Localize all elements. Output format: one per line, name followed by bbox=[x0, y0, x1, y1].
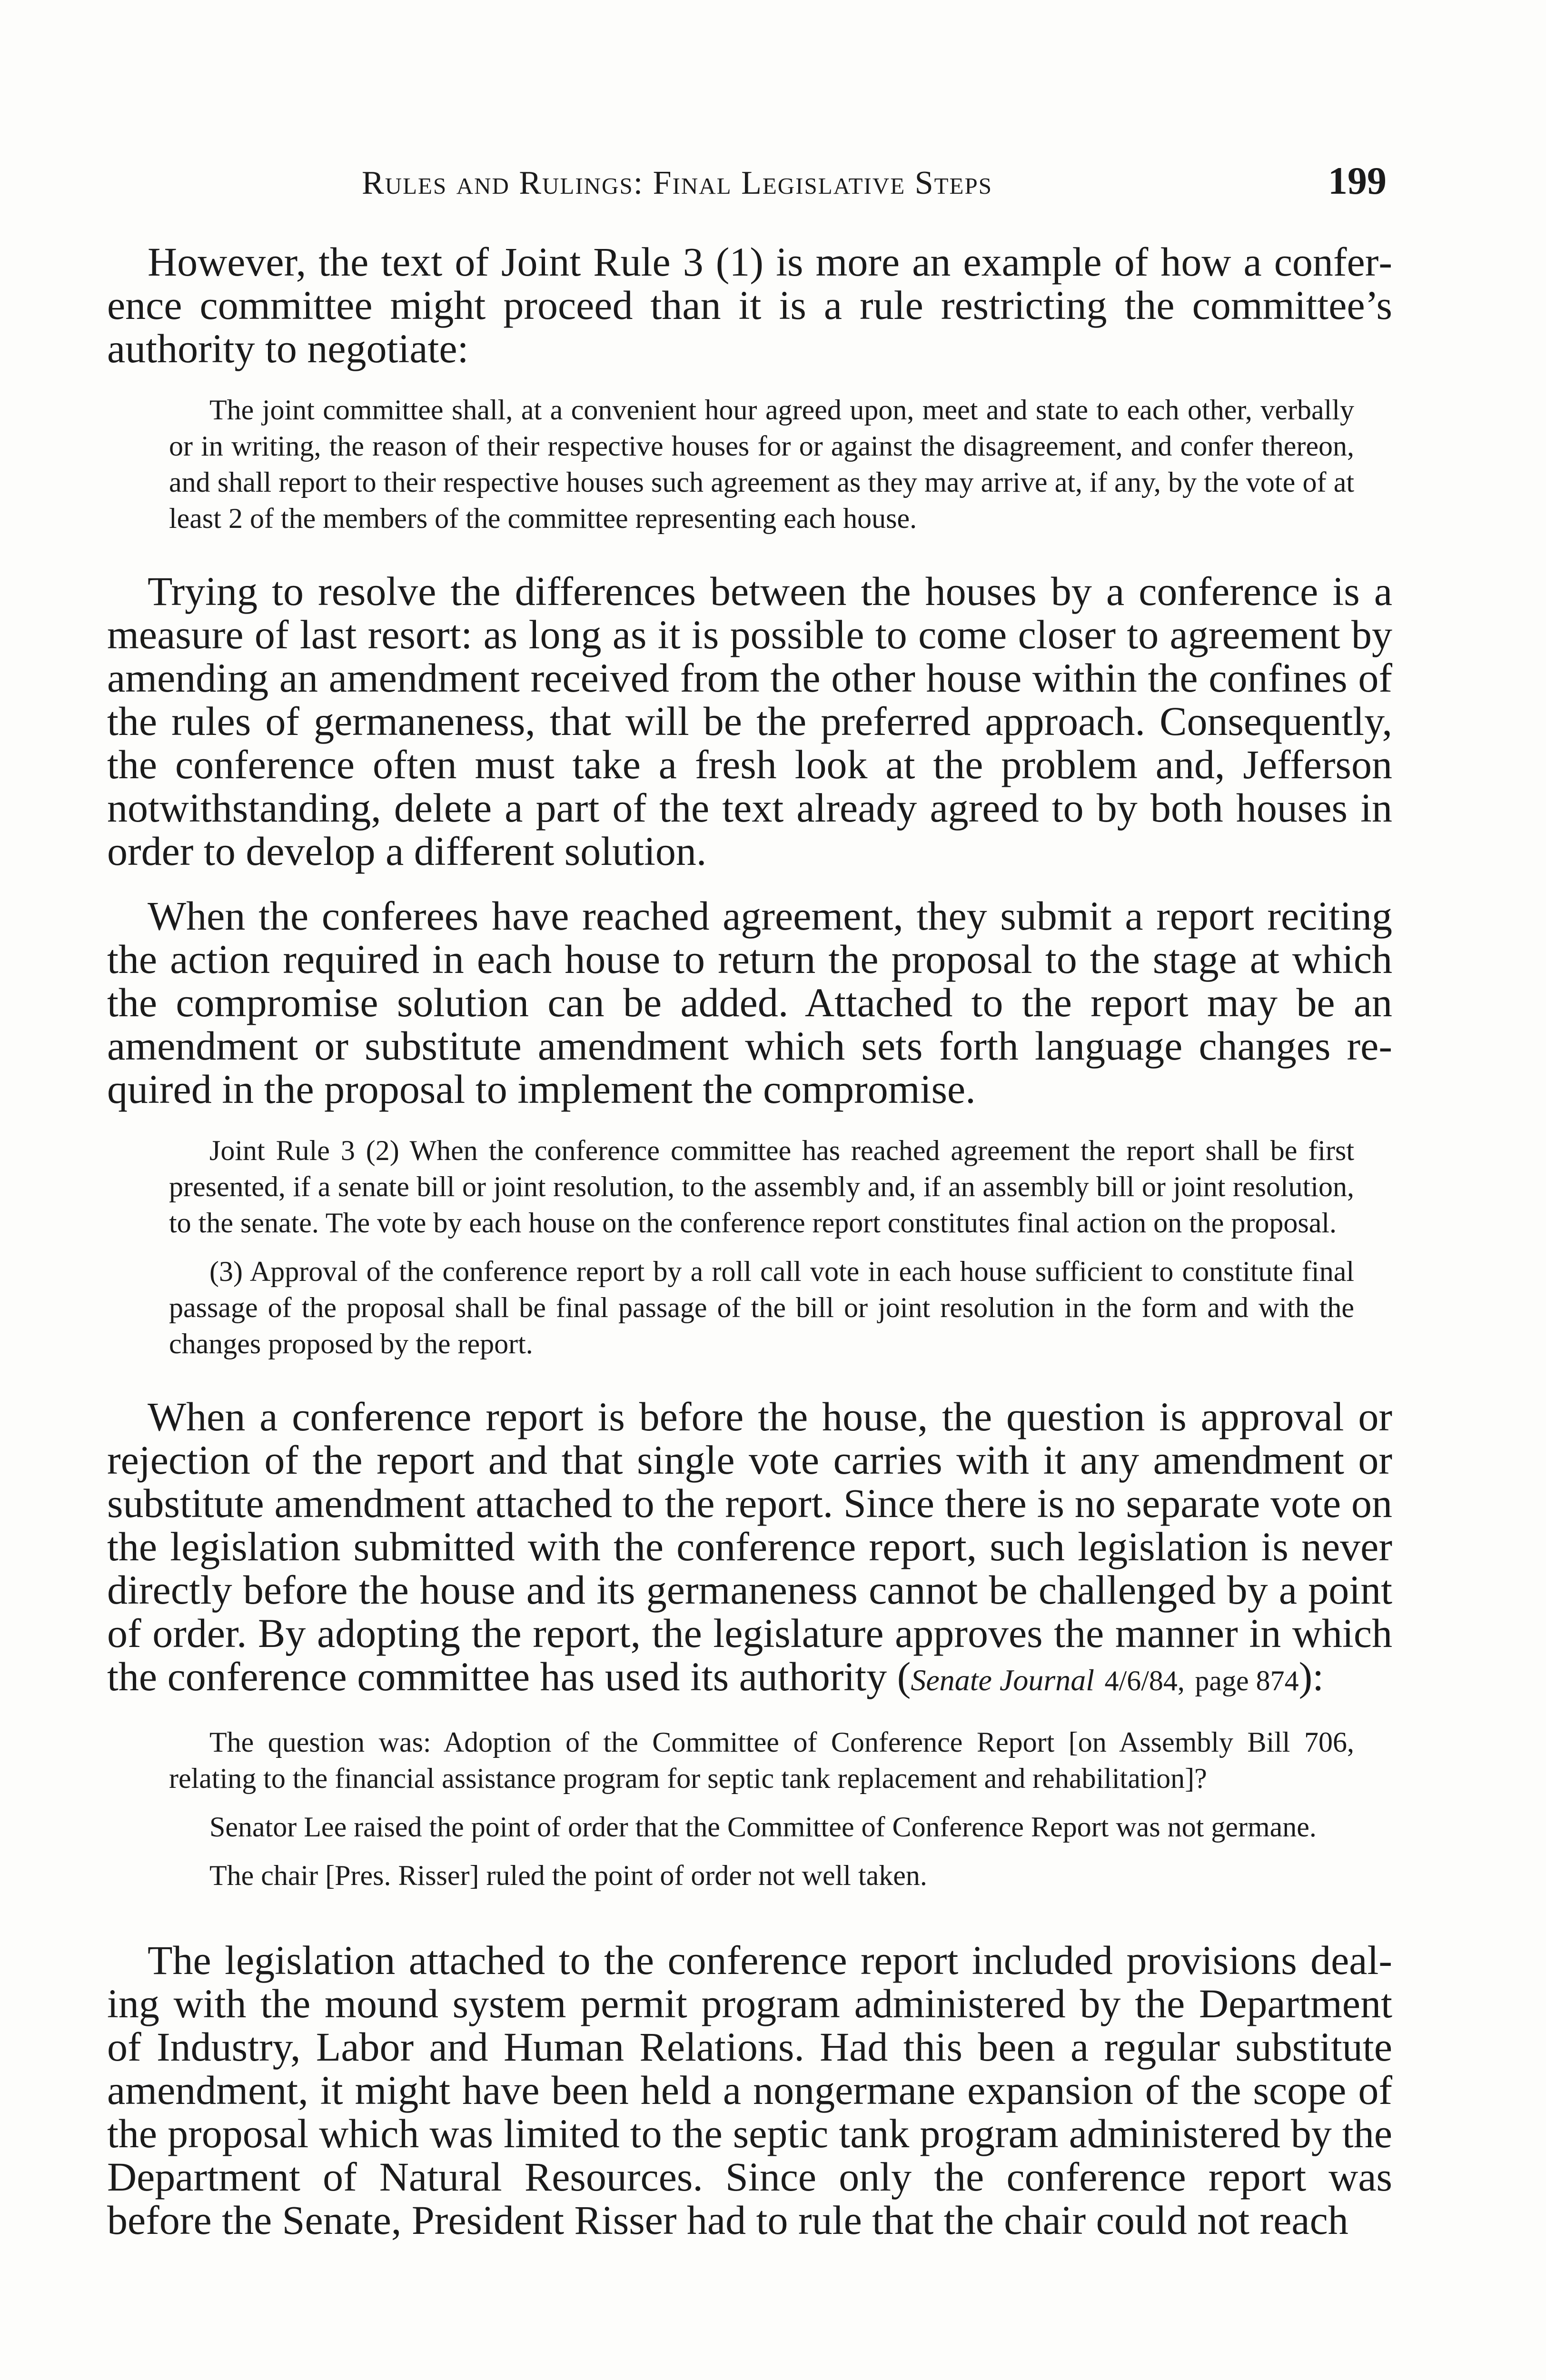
paragraph-last-resort: Trying to resolve the differences between the houses by a conference is a measure of last resort: as long as it is possible to come closer to agreement by amending an amendment received from the other house within the confines of the rules of germaneness, that will be the preferred approach. Consequently, the conference often must take a fresh look at the problem and, Jefferson notwithstanding, delete a part of the text already agreed to by both houses in order to develop a different solution. bbox=[107, 568, 1392, 874]
running-head bbox=[0, 159, 1546, 212]
citation-journal: Senate Journal bbox=[911, 1663, 1095, 1697]
quote-chair-ruling: The chair [Pres. Risser] ruled the point of order not well taken. bbox=[209, 1860, 927, 1891]
paragraph-text: When a conference report is before the house, the question is approval or rejection of the report and that single vote carries with it any amendment or substitute amendment attached to the report. Since there is no separate vote on the legislation submitted with the conference report, such legislation is never directly before the house and its germaneness cannot be challenged by a point of order. By adopting the report, the legislature approves the manner in which the conference committee has used its authority ( bbox=[107, 1394, 1392, 1699]
paragraph-joint-rule-intro: However, the text of Joint Rule 3 (1) is more an example of how a conference committee might proceed than it is a rule restricting the committee’s authority to negotiate: bbox=[107, 239, 1392, 371]
paragraph-mound-system: The legislation attached to the conference report included provisions dealing with the mound system permit program administered by the Department of Industry, Labor and Human Relations. Had this been a regular substitute amendment, it might have been held a nongermane expansion of the scope of the proposal which was limited to the septic tank program administered by the Department of Natural Resources. Since only the conference report was before the Senate, President Risser had to rule that the chair could not reach bbox=[107, 1937, 1392, 2243]
quote-question: The question was: Adoption of the Committee of Conference Report [on Assembly Bill 706, relating to the financial assistance program for septic tank replacement and rehabilitation]? bbox=[169, 1726, 1354, 1794]
citation-close: ): bbox=[1298, 1654, 1324, 1699]
paragraph-conferees-agreement: When the conferees have reached agreement, they submit a report reciting the action required in each house to return the proposal to the stage at which the compromise solution can be added. Attached to the report may be an amendment or substitute amendment which sets forth language changes required in the proposal to implement the compromise. bbox=[107, 893, 1392, 1112]
citation-page: page 874 bbox=[1195, 1665, 1299, 1696]
quote-senator-lee: Senator Lee raised the point of order that the Committee of Conference Report was not germane. bbox=[209, 1811, 1317, 1843]
page-content bbox=[107, 240, 1392, 2242]
page-number: 199 bbox=[1328, 159, 1387, 202]
running-title: Rules and Rulings: Final Legislative Steps bbox=[362, 165, 992, 201]
paragraph-conference-report-vote bbox=[107, 1395, 1392, 1703]
citation-date: 4/6/84, bbox=[1104, 1665, 1185, 1696]
quote-joint-rule-3-3: (3) Approval of the conference report by a roll call vote in each house sufficient to constitute final passage of the proposal shall be final passage of the bill or joint resolution in the form and with the changes proposed by the report. bbox=[169, 1256, 1354, 1359]
quote-joint-rule-3-2: Joint Rule 3 (2) When the conference committee has reached agreement the report shall be first presented, if a senate bill or joint resolution, to the assembly and, if an assembly bill or joint resolution, to the senate. The vote by each house on the conference report constitutes final action on the proposal. bbox=[169, 1135, 1354, 1239]
quote-joint-rule-3-1: The joint committee shall, at a convenient hour agreed upon, meet and state to each other, verbally or in writing, the reason of their respective houses for or against the disagreement, and confer thereon, and shall report to their respective houses such agreement as they may arrive at, if any, by the vote of at least 2 of the members of the committee representing each house. bbox=[169, 394, 1354, 534]
